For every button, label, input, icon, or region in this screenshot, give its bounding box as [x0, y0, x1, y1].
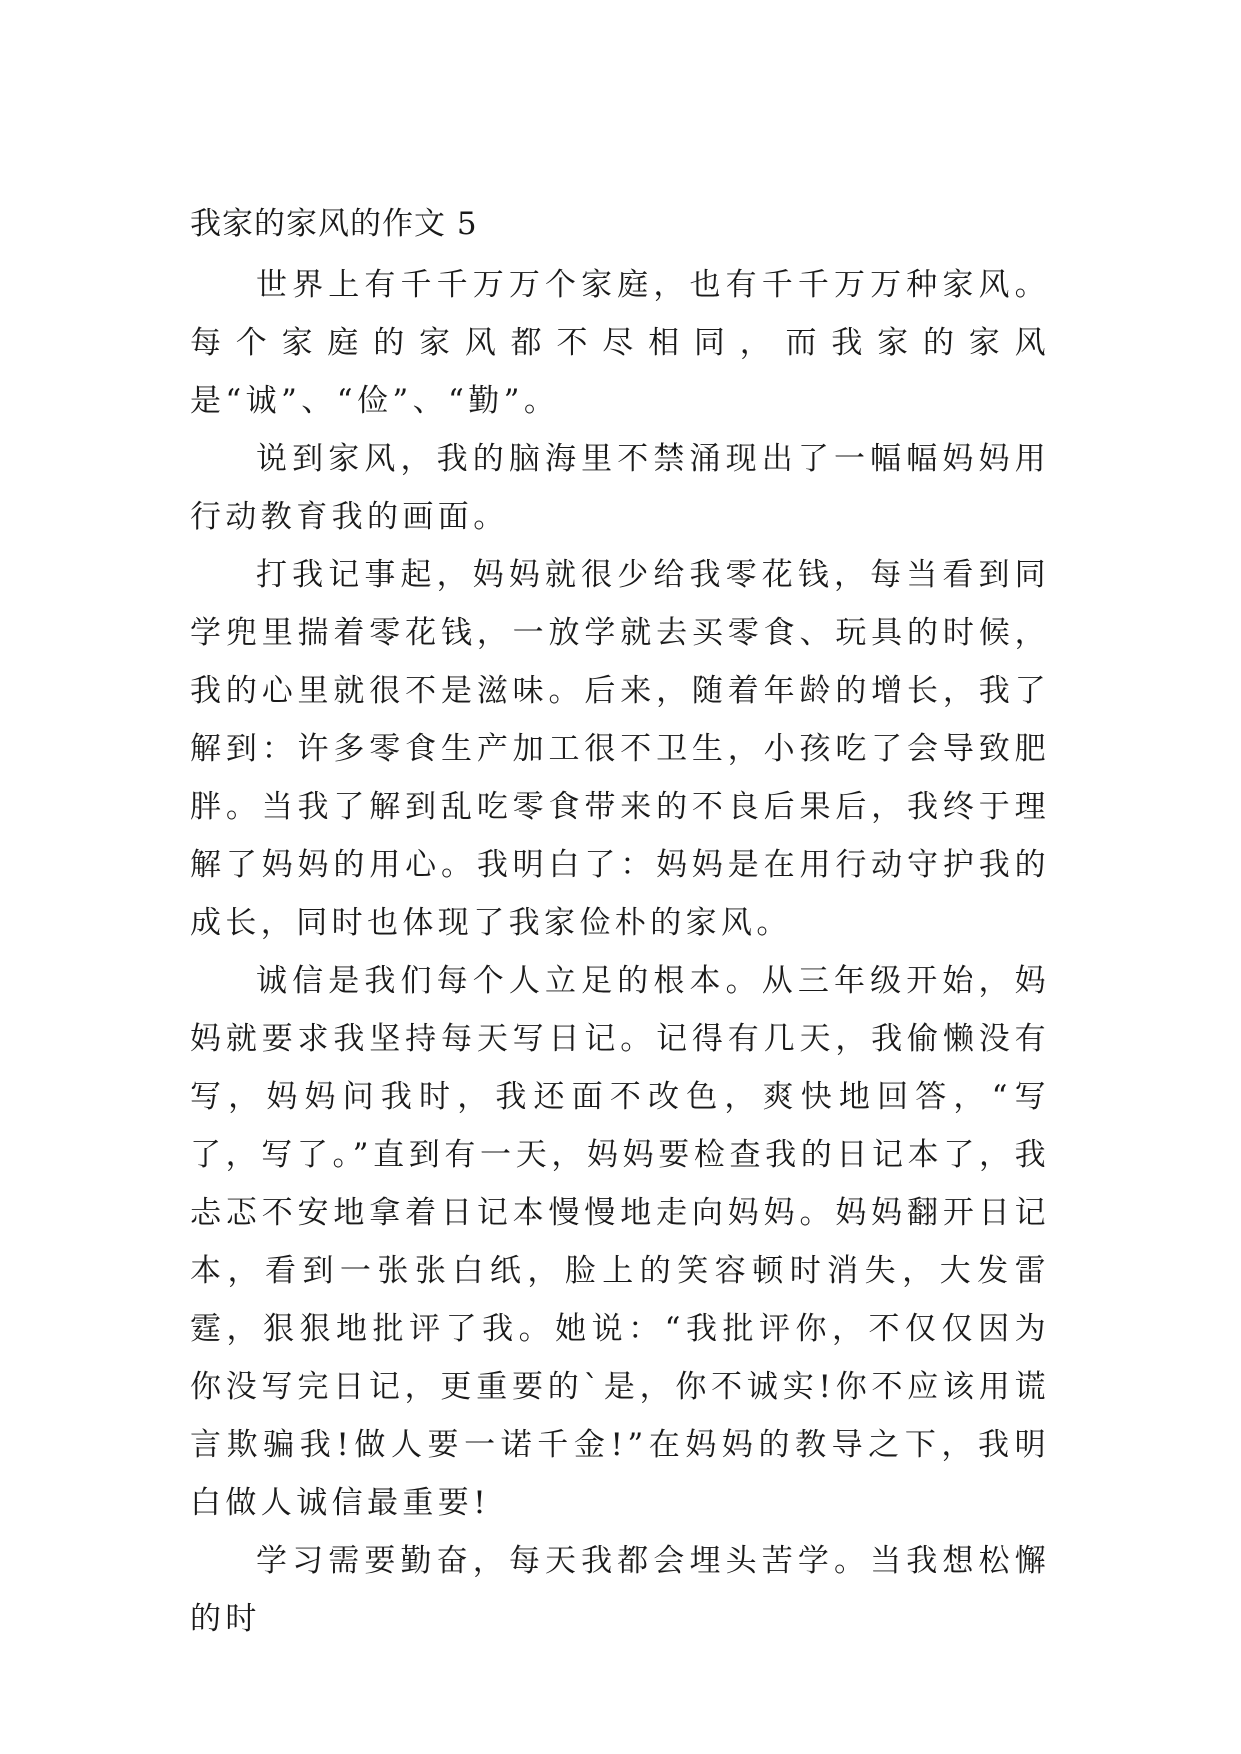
paragraph-2: 说到家风，我的脑海里不禁涌现出了一幅幅妈妈用行动教育我的画面。 — [190, 441, 1050, 535]
paragraph-1: 世界上有千千万万个家庭，也有千千万万种家风。每个家庭的家风都不尽相同，而我家的家风是“诚”、“俭”、“勤”。 — [190, 267, 1050, 419]
paragraph-4: 诚信是我们每个人立足的根本。从三年级开始，妈妈就要求我坚持每天写日记。记得有几天，我偷懒没有写，妈妈问我时，我还面不改色，爽快地回答，“写了，写了。”直到有一天，妈妈要检查我的日记本了，我忐忑不安地拿着日记本慢慢地走向妈妈。妈妈翻开日记本，看到一张张白纸，脸上的笑容顿时消失，大发雷霆，狠狠地批评了我。她说：“我批评你，不仅仅因为你没写完日记，更重要的`是，你不诚实!你不应该用谎言欺骗我!做人要一诺千金!”在妈妈的教导之下，我明白做人诚信最重要! — [190, 963, 1050, 1521]
document-title: 我家的家风的作文 5 — [190, 206, 478, 242]
document-page — [190, 196, 1050, 1648]
paragraph-3: 打我记事起，妈妈就很少给我零花钱，每当看到同学兜里揣着零花钱，一放学就去买零食、玩具的时候，我的心里就很不是滋味。后来，随着年龄的增长，我了解到：许多零食生产加工很不卫生，小孩吃了会导致肥胖。当我了解到乱吃零食带来的不良后果后，我终于理解了妈妈的用心。我明白了：妈妈是在用行动守护我的成长，同时也体现了我家俭朴的家风。 — [190, 557, 1050, 941]
paragraph-5: 学习需要勤奋，每天我都会埋头苦学。当我想松懈的时 — [190, 1543, 1050, 1637]
